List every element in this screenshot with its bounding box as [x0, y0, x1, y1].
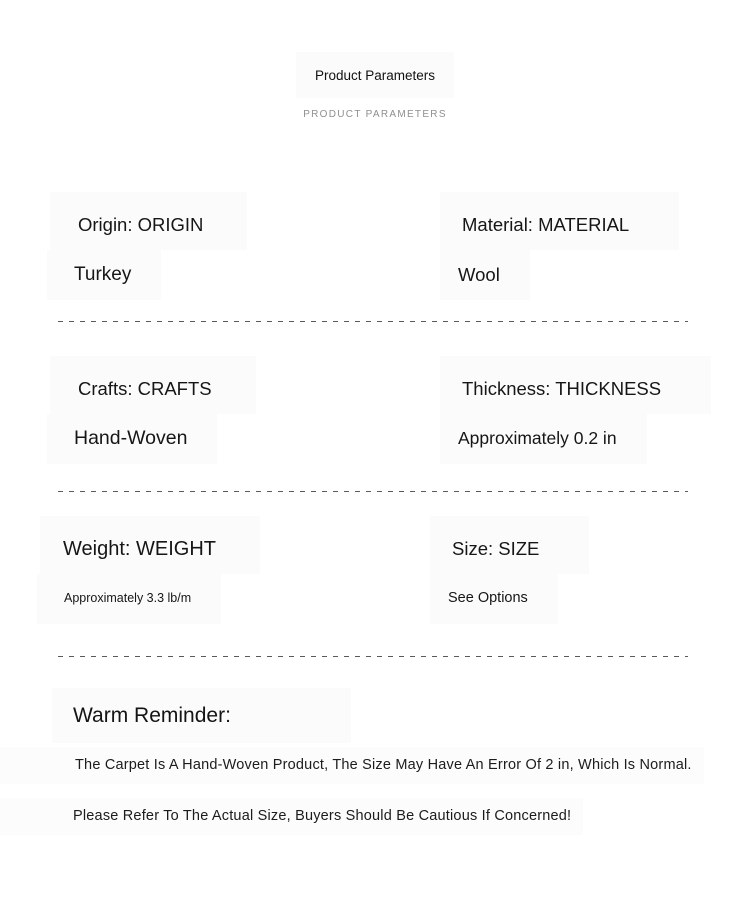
header	[0, 0, 750, 120]
warm-reminder-heading	[52, 688, 750, 743]
warm-reminder-section	[0, 688, 750, 835]
param-value-text: Wool	[440, 250, 530, 300]
param-label-text: Weight: WEIGHT	[40, 516, 260, 574]
param-value-thickness	[440, 414, 750, 464]
param-row-3	[0, 516, 750, 624]
param-value-weight	[40, 574, 430, 624]
param-row-1	[0, 192, 750, 300]
warm-reminder-heading-text: Warm Reminder:	[52, 688, 351, 743]
param-label-text: Crafts: CRAFTS	[50, 356, 256, 414]
param-value-text: Approximately 3.3 lb/m	[37, 574, 221, 624]
param-value-origin	[50, 250, 440, 300]
dashed-divider	[58, 656, 688, 657]
param-value-text: Turkey	[47, 250, 161, 300]
param-value-size	[430, 574, 750, 624]
param-label-text: Thickness: THICKNESS	[440, 356, 711, 414]
param-value-material	[440, 250, 750, 300]
page-subtitle: PRODUCT PARAMETERS	[303, 109, 447, 120]
param-label-origin	[50, 192, 440, 250]
param-value-crafts	[50, 414, 440, 464]
param-label-material	[440, 192, 750, 250]
parameters-section	[0, 192, 750, 657]
param-label-weight	[40, 516, 430, 574]
warm-reminder-line: The Carpet Is A Hand-Woven Product, The Size May Have An Error Of 2 in, Which Is Normal.	[0, 747, 704, 784]
page-title: Product Parameters	[296, 52, 454, 98]
param-cell-origin	[50, 192, 440, 300]
param-cell-weight	[40, 516, 430, 624]
dashed-divider	[58, 491, 688, 492]
param-value-text: See Options	[430, 574, 558, 624]
param-label-text: Origin: ORIGIN	[50, 192, 247, 250]
param-cell-crafts	[50, 356, 440, 464]
param-cell-thickness	[440, 356, 750, 464]
param-label-crafts	[50, 356, 440, 414]
param-label-text: Size: SIZE	[430, 516, 589, 574]
param-cell-material	[440, 192, 750, 300]
param-value-text: Hand-Woven	[47, 414, 217, 464]
param-label-size	[430, 516, 750, 574]
param-label-text: Material: MATERIAL	[440, 192, 679, 250]
dashed-divider	[58, 321, 688, 322]
param-cell-size	[430, 516, 750, 624]
param-row-2	[0, 356, 750, 464]
warm-reminder-line: Please Refer To The Actual Size, Buyers Should Be Cautious If Concerned!	[0, 798, 583, 835]
param-value-text: Approximately 0.2 in	[440, 414, 647, 464]
param-label-thickness	[440, 356, 750, 414]
